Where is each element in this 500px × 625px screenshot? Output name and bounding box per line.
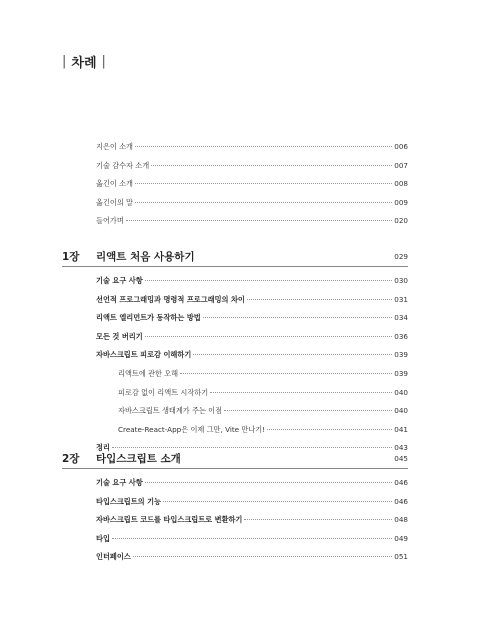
dot-leader [112,538,392,539]
dot-leader [193,354,392,355]
entry-page: 039 [394,350,408,360]
dot-leader [145,482,393,483]
dot-leader [247,299,392,300]
section-entry[interactable] [62,497,408,516]
dot-leader [145,336,393,337]
dot-leader [135,202,392,203]
entry-title: 자바스크립트 피로감 이해하기 [96,350,192,360]
dot-leader [135,183,392,184]
entry-page: 009 [394,197,408,207]
entry-page: 034 [394,313,408,323]
entry-page: 030 [394,276,408,285]
dot-leader [180,373,392,374]
entry-title: 기술 요구 사항 [96,478,143,487]
entry-page: 049 [394,533,408,543]
entry-page: 046 [394,478,408,487]
subsection-entry[interactable] [62,388,408,407]
entry-title: 타입스크립트의 기능 [96,496,161,506]
section-entry[interactable] [62,313,408,332]
dot-leader [244,519,392,520]
chapter-entries [62,276,408,462]
entry-page: 039 [394,368,408,378]
section-entry[interactable] [62,332,408,351]
dot-leader [133,556,393,557]
chapter-number: 1장 [62,250,80,263]
entry-title: 들어가며 [96,216,124,226]
entry-page: 043 [394,443,408,453]
chapter-2 [62,448,408,571]
dot-leader [126,220,393,221]
front-matter-list [62,142,408,235]
chapter-title: 타입스크립트 소개 [96,452,181,465]
dot-leader [163,501,392,502]
dot-leader [151,165,392,166]
dot-leader [135,146,392,147]
section-entry[interactable] [62,478,408,497]
entry-title: 기술 요구 사항 [96,276,143,285]
entry-page: 020 [394,216,408,226]
entry-title: 피로감 없이 리액트 시작하기 [118,387,209,397]
entry-title: Create-React-App은 이제 그만, Vite 만나기! [118,424,266,434]
toc-entry[interactable] [62,142,408,161]
entry-page: 040 [394,387,408,397]
dot-leader [145,280,393,281]
chapter-page: 045 [394,453,408,463]
entry-page: 008 [394,179,408,189]
entry-title: 정리 [96,443,110,453]
section-entry[interactable] [62,534,408,553]
chapter-1 [62,246,408,462]
section-entry[interactable] [62,276,408,295]
dot-leader [203,317,393,318]
section-entry[interactable] [62,295,408,314]
toc-entry[interactable] [62,198,408,217]
entry-page: 031 [394,294,408,304]
heading-bar-right: | [101,54,106,69]
section-entry[interactable] [62,350,408,369]
toc-entry[interactable] [62,161,408,180]
entry-title: 선언적 프로그래밍과 명령적 프로그래밍의 차이 [96,294,245,304]
toc-entry[interactable] [62,179,408,198]
toc-title: 차례 [71,56,97,71]
entry-title: 리액트에 관한 오해 [118,368,179,378]
entry-page: 040 [394,406,408,416]
chapter-page: 029 [394,251,408,261]
entry-page: 006 [394,142,408,151]
entry-page: 041 [394,424,408,434]
toc-entry[interactable] [62,216,408,235]
entry-title: 옮긴이의 말 [96,197,134,207]
chapter-entries [62,478,408,571]
entry-title: 자바스크립트 코드를 타입스크립트로 변환하기 [96,515,243,525]
chapter-number: 2장 [62,452,80,465]
entry-page: 007 [394,160,408,170]
dot-leader [210,392,392,393]
section-entry[interactable] [62,552,408,571]
section-entry[interactable] [62,515,408,534]
entry-title: 자바스크립트 생태계가 주는 이점 [118,406,223,416]
entry-title: 타입 [96,533,110,543]
subsection-entry[interactable] [62,369,408,388]
chapter-heading[interactable] [62,246,408,267]
toc-heading [62,52,106,71]
entry-page: 046 [394,496,408,506]
entry-page: 036 [394,331,408,341]
heading-bar-left: | [62,54,67,69]
entry-page: 048 [394,515,408,525]
entry-title: 모든 것 버리기 [96,331,143,341]
entry-title: 지은이 소개 [96,142,134,151]
dot-leader [224,410,392,411]
chapter-heading[interactable] [62,448,408,469]
dot-leader [267,429,392,430]
chapter-title: 리액트 처음 사용하기 [96,250,195,263]
entry-title: 기술 감수자 소개 [96,160,150,170]
subsection-entry[interactable] [62,425,408,444]
entry-title: 인터페이스 [96,552,131,562]
entry-title: 리액트 엘리먼트가 동작하는 방법 [96,313,201,323]
entry-page: 051 [394,552,408,562]
entry-title: 옮긴이 소개 [96,179,134,189]
subsection-entry[interactable] [62,406,408,425]
